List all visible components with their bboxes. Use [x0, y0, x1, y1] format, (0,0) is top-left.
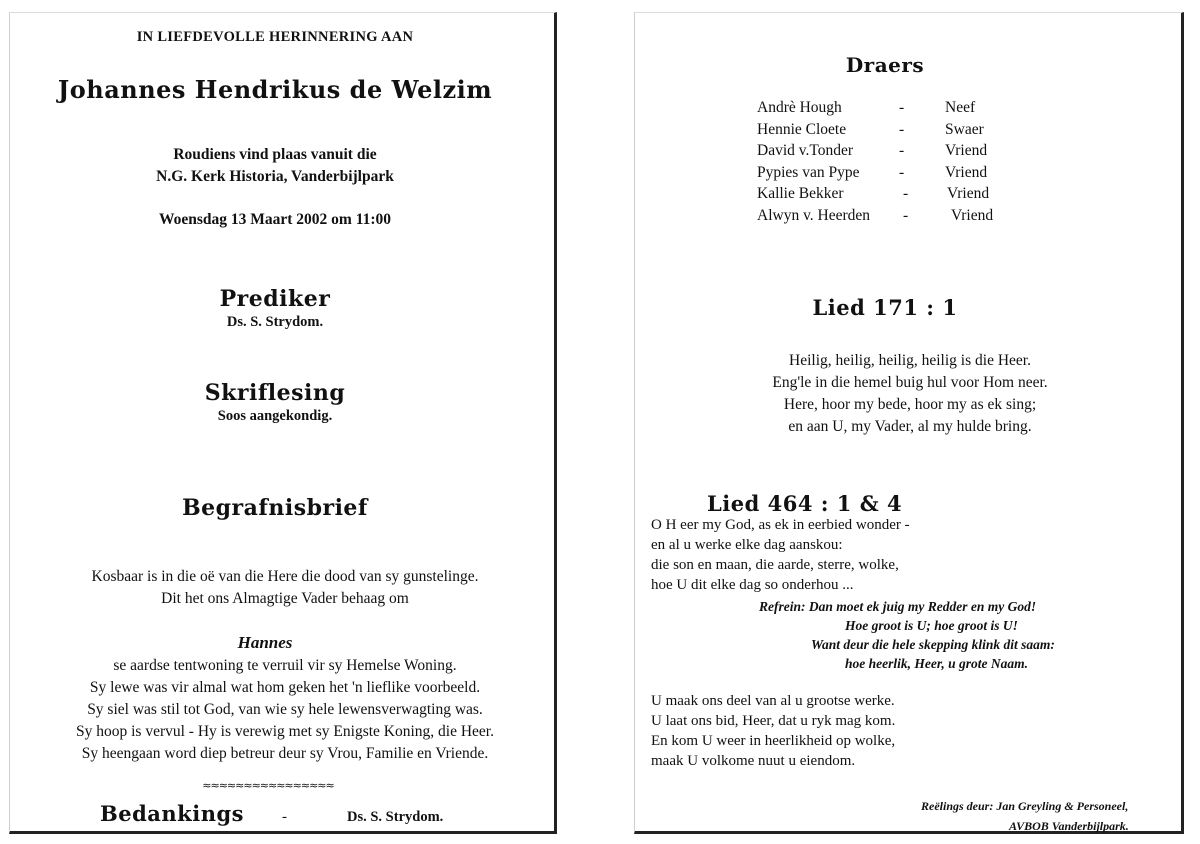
letter-body-line: Sy siel was stil tot God, van wie sy hele lewensverwagting was. [87, 701, 483, 718]
service-location-line1: Roudiens vind plaas vanuit die [173, 146, 377, 163]
bearer-relation: Swaer [945, 121, 984, 138]
bearer-row [635, 207, 1185, 229]
bearers-heading: Draers [845, 53, 925, 77]
bearer-name: Alwyn v. Heerden [757, 207, 871, 224]
letter-name: Hannes [237, 633, 293, 652]
left-page [9, 12, 557, 834]
preacher-heading: Prediker [219, 286, 331, 312]
deceased-name: Johannes Hendrikus de Welzim [57, 75, 493, 104]
hymn1-line: Eng'le in die hemel buig hul voor Hom neer. [772, 374, 1048, 391]
right-page [634, 12, 1184, 834]
bearer-row [635, 164, 1185, 186]
service-datetime: Woensdag 13 Maart 2002 om 11:00 [158, 211, 392, 228]
letter-intro-line: Dit het ons Almagtige Vader behaag om [161, 590, 409, 607]
hymn2-verse4-line: U laat ons bid, Heer, dat u ryk mag kom. [651, 713, 896, 729]
letter-body-line: se aardse tentwoning te verruil vir sy Hemelse Woning. [113, 657, 457, 674]
bearer-name: David v.Tonder [757, 142, 854, 159]
bearer-dash: - [899, 142, 905, 159]
bearer-dash: - [903, 185, 909, 202]
bearer-relation: Vriend [951, 207, 994, 224]
bearer-dash: - [899, 99, 905, 116]
service-location-line2: N.G. Kerk Historia, Vanderbijlpark [156, 168, 394, 185]
reading-text: Soos aangekondig. [217, 408, 333, 424]
bearer-dash: - [903, 207, 909, 224]
memorial-header: IN LIEFDEVOLLE HERINNERING AAN [136, 29, 414, 45]
letter-body-line: Sy lewe was vir almal wat hom geken het 'n lieflike voorbeeld. [89, 679, 481, 696]
hymn2-verse4-line: U maak ons deel van al u grootse werke. [651, 693, 895, 709]
refrain-line: Hoe groot is U; hoe groot is U! [845, 618, 1018, 633]
hymn2-verse1-line: en al u werke elke dag aanskou: [651, 537, 843, 553]
bearer-row [635, 142, 1185, 164]
bearer-relation: Vriend [947, 185, 990, 202]
bearer-row [635, 121, 1185, 143]
ornamental-divider: ≈≈≈≈≈≈≈≈≈≈≈≈≈≈≈≈ [202, 779, 334, 792]
bearer-name: Kallie Bekker [757, 185, 844, 202]
refrain-line: hoe heerlik, Heer, u grote Naam. [845, 656, 1028, 671]
hymn1-line: Here, hoor my bede, hoor my as ek sing; [783, 396, 1037, 413]
hymn1-line: Heilig, heilig, heilig, heilig is die Heer. [789, 352, 1031, 369]
hymn2-verse1-line: die son en maan, die aarde, sterre, wolke, [651, 557, 899, 573]
hymn2-verse1-line: hoe U dit elke dag so onderhou ... [651, 577, 854, 593]
letter-intro-line: Kosbaar is in die oë van die Here die dood van sy gunstelinge. [91, 568, 479, 585]
hymn1-heading: Lied 171 : 1 [812, 295, 958, 320]
bearer-relation: Neef [945, 99, 976, 116]
preacher-name: Ds. S. Strydom. [226, 314, 324, 330]
bearer-name: Pypies van Pype [757, 164, 860, 181]
letter-body-line: Sy hoop is vervul - Hy is verewig met sy Enigste Koning, die Heer. [75, 723, 494, 740]
bearer-dash: - [899, 121, 905, 138]
hymn1-line: en aan U, my Vader, al my hulde bring. [788, 418, 1032, 435]
bearer-relation: Vriend [945, 164, 988, 181]
refrain-line: Want deur die hele skepping klink dit saam: [811, 637, 1055, 652]
reading-heading: Skriflesing [204, 380, 346, 406]
hymn2-verse4-line: En kom U weer in heerlikheid op wolke, [651, 733, 896, 749]
letter-body-line: Sy heengaan word diep betreur deur sy Vrou, Familie en Vriende. [81, 745, 489, 762]
thanks-dash: - [282, 809, 287, 825]
thanks-heading: Bedankings [100, 801, 244, 826]
bearer-name: Hennie Cloete [757, 121, 847, 138]
hymn2-verse4-line: maak U volkome nuut u eiendom. [651, 753, 856, 769]
hymn2-verse1-line: O H eer my God, as ek in eerbied wonder - [651, 517, 910, 533]
bearer-row [635, 99, 1185, 121]
hymn2-heading: Lied 464 : 1 & 4 [707, 491, 903, 516]
refrain-line: Refrein: Dan moet ek juig my Redder en my God! [759, 599, 1037, 614]
credits-line2: AVBOB Vanderbijlpark. [1009, 819, 1129, 833]
letter-heading: Begrafnisbrief [182, 495, 368, 521]
bearer-row [635, 185, 1185, 207]
bearer-relation: Vriend [945, 142, 988, 159]
credits-line1: Reëlings deur: Jan Greyling & Personeel, [921, 799, 1129, 813]
bearer-name: Andrè Hough [757, 99, 842, 116]
thanks-name: Ds. S. Strydom. [347, 809, 444, 825]
bearer-dash: - [899, 164, 905, 181]
